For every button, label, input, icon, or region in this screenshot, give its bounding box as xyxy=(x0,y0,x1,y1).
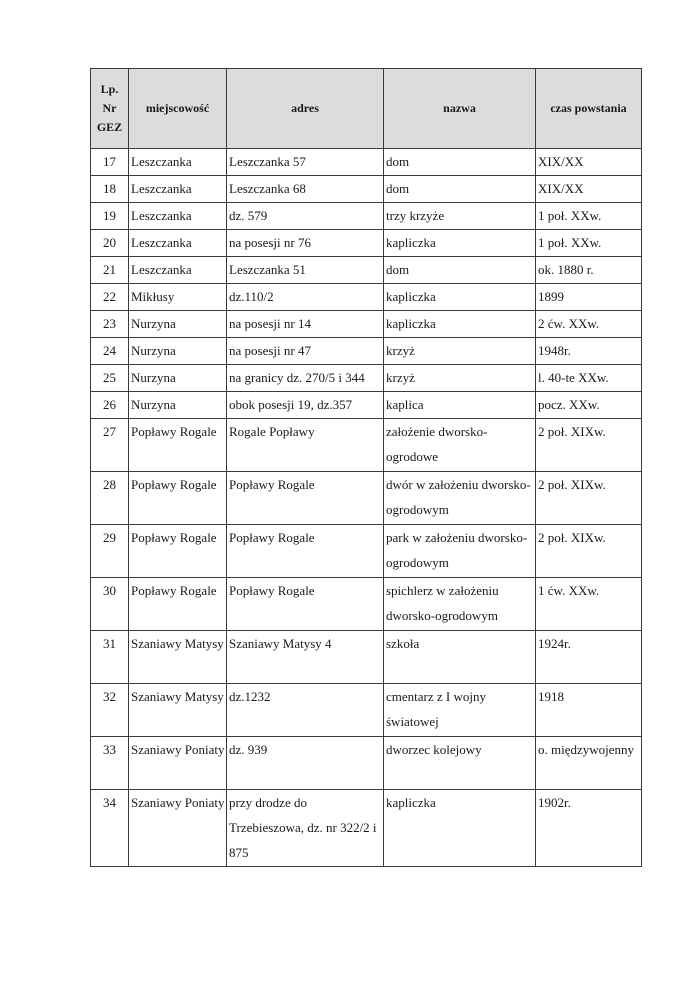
cell-nazwa: cmentarz z I wojny światowej xyxy=(384,684,536,737)
table-body xyxy=(91,149,642,867)
table-row xyxy=(91,311,642,338)
cell-adres: Leszczanka 57 xyxy=(227,149,384,176)
cell-czas-powstania: 1902r. xyxy=(536,790,642,867)
cell-miejscowosc: Nurzyna xyxy=(129,311,227,338)
table-row xyxy=(91,472,642,525)
cell-czas-powstania: XIX/XX xyxy=(536,149,642,176)
header-czas-powstania: czas powstania xyxy=(536,69,642,149)
cell-miejscowosc: Mikłusy xyxy=(129,284,227,311)
cell-adres: Popławy Rogale xyxy=(227,525,384,578)
cell-nazwa: park w założeniu dworsko-ogrodowym xyxy=(384,525,536,578)
cell-czas-powstania: l. 40-te XXw. xyxy=(536,365,642,392)
table-row xyxy=(91,737,642,790)
header-lp-nr-gez: Lp. Nr GEZ xyxy=(91,69,129,149)
table-row xyxy=(91,578,642,631)
cell-adres: Szaniawy Matysy 4 xyxy=(227,631,384,684)
cell-nazwa: kapliczka xyxy=(384,790,536,867)
cell-miejscowosc: Szaniawy Matysy xyxy=(129,631,227,684)
header-adres: adres xyxy=(227,69,384,149)
cell-miejscowosc: Nurzyna xyxy=(129,392,227,419)
cell-lp: 33 xyxy=(91,737,129,790)
cell-adres: dz. 579 xyxy=(227,203,384,230)
header-miejscowosc: miejscowość xyxy=(129,69,227,149)
cell-miejscowosc: Leszczanka xyxy=(129,257,227,284)
table-row xyxy=(91,790,642,867)
cell-adres: dz.110/2 xyxy=(227,284,384,311)
cell-nazwa: kaplica xyxy=(384,392,536,419)
table-row xyxy=(91,419,642,472)
cell-miejscowosc: Popławy Rogale xyxy=(129,472,227,525)
cell-czas-powstania: 2 poł. XIXw. xyxy=(536,472,642,525)
cell-miejscowosc: Leszczanka xyxy=(129,230,227,257)
table-row xyxy=(91,203,642,230)
monuments-table xyxy=(90,68,642,867)
cell-adres: Popławy Rogale xyxy=(227,472,384,525)
cell-czas-powstania: 1948r. xyxy=(536,338,642,365)
cell-nazwa: trzy krzyże xyxy=(384,203,536,230)
cell-lp: 26 xyxy=(91,392,129,419)
cell-lp: 29 xyxy=(91,525,129,578)
cell-nazwa: szkoła xyxy=(384,631,536,684)
cell-lp: 28 xyxy=(91,472,129,525)
cell-lp: 34 xyxy=(91,790,129,867)
cell-miejscowosc: Nurzyna xyxy=(129,365,227,392)
cell-nazwa: dom xyxy=(384,149,536,176)
cell-miejscowosc: Popławy Rogale xyxy=(129,578,227,631)
cell-lp: 17 xyxy=(91,149,129,176)
cell-adres: Popławy Rogale xyxy=(227,578,384,631)
cell-lp: 23 xyxy=(91,311,129,338)
cell-adres: na granicy dz. 270/5 i 344 xyxy=(227,365,384,392)
cell-adres: Leszczanka 51 xyxy=(227,257,384,284)
cell-czas-powstania: 1 poł. XXw. xyxy=(536,230,642,257)
cell-adres: dz. 939 xyxy=(227,737,384,790)
cell-miejscowosc: Popławy Rogale xyxy=(129,419,227,472)
table-row xyxy=(91,525,642,578)
cell-czas-powstania: ok. 1880 r. xyxy=(536,257,642,284)
cell-nazwa: spichlerz w założeniu dworsko-ogrodowym xyxy=(384,578,536,631)
cell-czas-powstania: 2 poł. XIXw. xyxy=(536,525,642,578)
cell-adres: przy drodze do Trzebieszowa, dz. nr 322/2 i 875 xyxy=(227,790,384,867)
cell-nazwa: dom xyxy=(384,176,536,203)
table-row xyxy=(91,631,642,684)
cell-nazwa: krzyż xyxy=(384,365,536,392)
cell-nazwa: założenie dworsko-ogrodowe xyxy=(384,419,536,472)
cell-lp: 30 xyxy=(91,578,129,631)
table-row xyxy=(91,392,642,419)
table-row xyxy=(91,684,642,737)
cell-miejscowosc: Szaniawy Poniaty xyxy=(129,790,227,867)
cell-adres: Leszczanka 68 xyxy=(227,176,384,203)
cell-adres: na posesji nr 76 xyxy=(227,230,384,257)
table-header-row xyxy=(91,69,642,149)
cell-adres: na posesji nr 47 xyxy=(227,338,384,365)
cell-lp: 18 xyxy=(91,176,129,203)
table-row xyxy=(91,365,642,392)
cell-miejscowosc: Popławy Rogale xyxy=(129,525,227,578)
cell-czas-powstania: 1 ćw. XXw. xyxy=(536,578,642,631)
table-row xyxy=(91,230,642,257)
cell-miejscowosc: Szaniawy Matysy xyxy=(129,684,227,737)
cell-czas-powstania: o. międzywojenny xyxy=(536,737,642,790)
cell-nazwa: dwór w założeniu dworsko-ogrodowym xyxy=(384,472,536,525)
cell-miejscowosc: Nurzyna xyxy=(129,338,227,365)
table-row xyxy=(91,149,642,176)
cell-czas-powstania: pocz. XXw. xyxy=(536,392,642,419)
header-nazwa: nazwa xyxy=(384,69,536,149)
cell-adres: obok posesji 19, dz.357 xyxy=(227,392,384,419)
cell-czas-powstania: 1924r. xyxy=(536,631,642,684)
cell-czas-powstania: 1899 xyxy=(536,284,642,311)
table-row xyxy=(91,284,642,311)
cell-czas-powstania: 2 ćw. XXw. xyxy=(536,311,642,338)
cell-miejscowosc: Leszczanka xyxy=(129,176,227,203)
cell-nazwa: krzyż xyxy=(384,338,536,365)
cell-nazwa: kapliczka xyxy=(384,284,536,311)
cell-miejscowosc: Szaniawy Poniaty xyxy=(129,737,227,790)
table-row xyxy=(91,176,642,203)
cell-adres: Rogale Popławy xyxy=(227,419,384,472)
cell-lp: 20 xyxy=(91,230,129,257)
cell-nazwa: kapliczka xyxy=(384,311,536,338)
cell-lp: 31 xyxy=(91,631,129,684)
cell-miejscowosc: Leszczanka xyxy=(129,149,227,176)
cell-nazwa: kapliczka xyxy=(384,230,536,257)
table-row xyxy=(91,338,642,365)
cell-czas-powstania: 1918 xyxy=(536,684,642,737)
cell-lp: 25 xyxy=(91,365,129,392)
cell-adres: na posesji nr 14 xyxy=(227,311,384,338)
cell-lp: 24 xyxy=(91,338,129,365)
cell-czas-powstania: XIX/XX xyxy=(536,176,642,203)
cell-lp: 27 xyxy=(91,419,129,472)
cell-lp: 22 xyxy=(91,284,129,311)
cell-czas-powstania: 1 poł. XXw. xyxy=(536,203,642,230)
cell-nazwa: dom xyxy=(384,257,536,284)
cell-lp: 32 xyxy=(91,684,129,737)
cell-lp: 21 xyxy=(91,257,129,284)
cell-nazwa: dworzec kolejowy xyxy=(384,737,536,790)
table-row xyxy=(91,257,642,284)
cell-czas-powstania: 2 poł. XIXw. xyxy=(536,419,642,472)
cell-adres: dz.1232 xyxy=(227,684,384,737)
cell-lp: 19 xyxy=(91,203,129,230)
cell-miejscowosc: Leszczanka xyxy=(129,203,227,230)
